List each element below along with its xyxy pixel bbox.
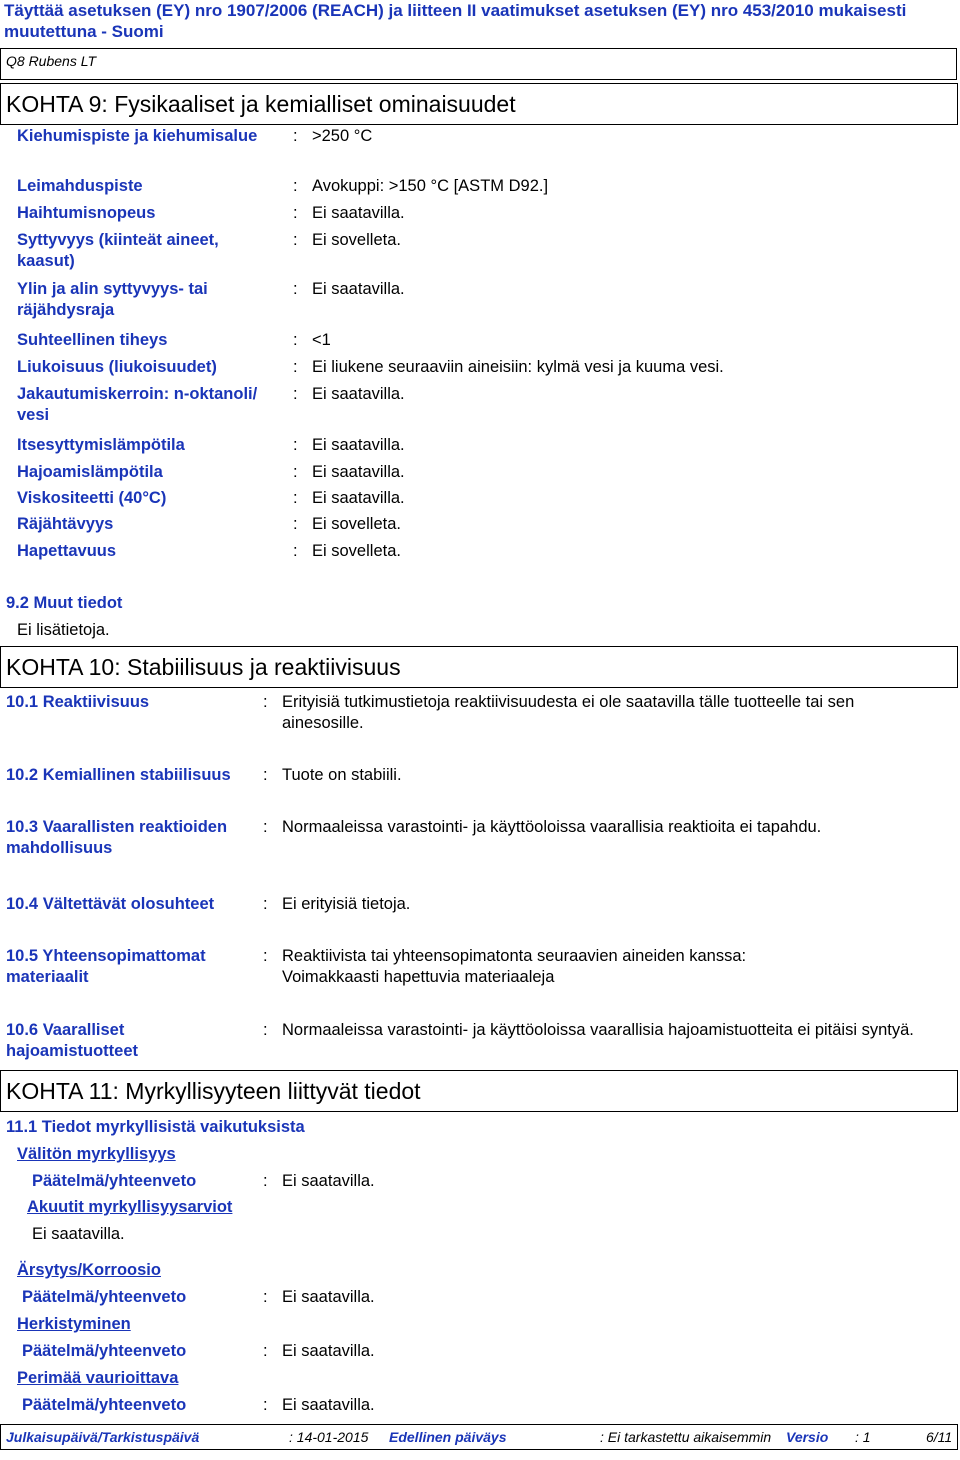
s9-value-autoignition: Ei saatavilla. bbox=[312, 436, 405, 454]
s10-colon: : bbox=[263, 1021, 268, 1039]
s10-value-conditions-avoid: Ei erityisiä tietoja. bbox=[282, 895, 411, 913]
s11-irritation-label: Päätelmä/yhteenveto bbox=[22, 1288, 187, 1306]
s11-acute-estimates-heading: Akuutit myrkyllisyysarviot bbox=[27, 1198, 233, 1216]
footer-version-label: Versio bbox=[786, 1429, 829, 1445]
s9-value-boiling: >250 °C bbox=[312, 127, 373, 145]
s11-colon: : bbox=[263, 1288, 268, 1306]
s10-value-decomposition-products: Normaaleissa varastointi- ja käyttöoloissa vaarallisia hajoamistuotteita ei pitäisi syntyä. bbox=[282, 1021, 914, 1039]
s10-value-stability: Tuote on stabiili. bbox=[282, 766, 402, 784]
footer-version-value: : 1 bbox=[855, 1429, 871, 1445]
s11-mutagenicity-value: Ei saatavilla. bbox=[282, 1396, 375, 1414]
s9-colon: : bbox=[293, 280, 298, 298]
s9-other-info-title: 9.2 Muut tiedot bbox=[6, 594, 123, 612]
section9-title: KOHTA 9: Fysikaaliset ja kemialliset ominaisuudet bbox=[6, 91, 516, 117]
s10-colon: : bbox=[263, 947, 268, 965]
s11-colon: : bbox=[263, 1342, 268, 1360]
s9-value-oxidizing: Ei sovelleta. bbox=[312, 542, 401, 560]
s10-label-conditions-avoid: 10.4 Vältettävät olosuhteet bbox=[6, 895, 215, 913]
s9-colon: : bbox=[293, 542, 298, 560]
s9-label-viscosity: Viskositeetti (40°C) bbox=[17, 489, 167, 507]
s10-colon: : bbox=[263, 895, 268, 913]
s9-label-evaporation: Haihtumisnopeus bbox=[17, 204, 156, 222]
footer-page-number: 6/11 bbox=[926, 1429, 953, 1445]
s11-mutagenicity-heading: Perimää vaurioittava bbox=[17, 1369, 179, 1387]
s10-value-hazardous-reactions: Normaaleissa varastointi- ja käyttöoloissa vaarallisia reaktioita ei tapahdu. bbox=[282, 818, 822, 836]
s11-sensitization-heading: Herkistyminen bbox=[17, 1315, 131, 1333]
s9-value-explosive-limits: Ei saatavilla. bbox=[312, 280, 405, 298]
section10-title: KOHTA 10: Stabiilisuus ja reaktiivisuus bbox=[6, 654, 401, 680]
s9-label-density: Suhteellinen tiheys bbox=[17, 331, 168, 349]
s11-subtitle: 11.1 Tiedot myrkyllisistä vaikutuksista bbox=[6, 1118, 305, 1136]
s9-label-oxidizing: Hapettavuus bbox=[17, 542, 117, 560]
s9-colon: : bbox=[293, 463, 298, 481]
s11-irritation-heading: Ärsytys/Korroosio bbox=[17, 1261, 161, 1279]
section11-title: KOHTA 11: Myrkyllisyyteen liittyvät tiedot bbox=[6, 1078, 421, 1104]
s9-colon: : bbox=[293, 515, 298, 533]
s9-colon: : bbox=[293, 436, 298, 454]
s9-colon: : bbox=[293, 358, 298, 376]
s11-acute-conclusion-value: Ei saatavilla. bbox=[282, 1172, 375, 1190]
s9-colon: : bbox=[293, 385, 298, 403]
s10-label-decomposition-products: 10.6 Vaaralliset hajoamistuotteet bbox=[6, 1021, 139, 1060]
s9-value-flash: Avokuppi: >150 °C [ASTM D92.] bbox=[312, 177, 549, 195]
s9-value-evaporation: Ei saatavilla. bbox=[312, 204, 405, 222]
s11-colon: : bbox=[263, 1396, 268, 1414]
s9-value-explosive: Ei sovelleta. bbox=[312, 515, 401, 533]
s9-value-density: <1 bbox=[312, 331, 331, 349]
s9-value-solubility: Ei liukene seuraaviin aineisiin: kylmä vesi ja kuuma vesi. bbox=[312, 358, 724, 376]
regulation-header: Täyttää asetuksen (EY) nro 1907/2006 (REACH) ja liitteen II vaatimukset asetuksen (EY) nro 453/2010 mukaisesti muutettuna - Suomi bbox=[4, 1, 907, 41]
s11-mutagenicity-label: Päätelmä/yhteenveto bbox=[22, 1396, 187, 1414]
s10-label-hazardous-reactions: 10.3 Vaarallisten reaktioiden mahdollisuus bbox=[6, 818, 228, 857]
s9-value-partition: Ei saatavilla. bbox=[312, 385, 405, 403]
s9-label-flash: Leimahduspiste bbox=[17, 177, 143, 195]
s10-colon: : bbox=[263, 693, 268, 711]
s9-label-explosive: Räjähtävyys bbox=[17, 515, 114, 533]
s9-label-decomposition: Hajoamislämpötila bbox=[17, 463, 163, 481]
s10-label-stability: 10.2 Kemiallinen stabiilisuus bbox=[6, 766, 231, 784]
footer-issue-label: Julkaisupäivä/Tarkistuspäivä bbox=[6, 1429, 200, 1445]
s9-label-boiling: Kiehumispiste ja kiehumisalue bbox=[17, 127, 258, 145]
s9-label-solubility: Liukoisuus (liukoisuudet) bbox=[17, 358, 217, 376]
footer-issue-value: : 14-01-2015 bbox=[289, 1429, 369, 1445]
s9-value-viscosity: Ei saatavilla. bbox=[312, 489, 405, 507]
s11-sensitization-label: Päätelmä/yhteenveto bbox=[22, 1342, 187, 1360]
s9-label-explosive-limits: Ylin ja alin syttyvyys- tai räjähdysraja bbox=[17, 280, 208, 319]
footer-prev-value: : Ei tarkastettu aikaisemmin bbox=[600, 1429, 772, 1445]
s9-colon: : bbox=[293, 489, 298, 507]
s9-label-partition: Jakautumiskerroin: n-oktanoli/ vesi bbox=[17, 385, 258, 424]
footer-prev-label: Edellinen päiväys bbox=[389, 1429, 507, 1445]
s10-label-reactivity: 10.1 Reaktiivisuus bbox=[6, 693, 150, 711]
s9-colon: : bbox=[293, 177, 298, 195]
s10-colon: : bbox=[263, 766, 268, 784]
s9-label-autoignition: Itsesyttymislämpötila bbox=[17, 436, 185, 454]
s11-sensitization-value: Ei saatavilla. bbox=[282, 1342, 375, 1360]
product-box bbox=[0, 48, 957, 80]
s11-acute-heading: Välitön myrkyllisyys bbox=[17, 1145, 176, 1163]
s9-colon: : bbox=[293, 231, 298, 249]
s9-colon: : bbox=[293, 204, 298, 222]
s11-irritation-value: Ei saatavilla. bbox=[282, 1288, 375, 1306]
s10-colon: : bbox=[263, 818, 268, 836]
s11-acute-conclusion-label: Päätelmä/yhteenveto bbox=[32, 1172, 197, 1190]
s9-label-flammability: Syttyvyys (kiinteät aineet, kaasut) bbox=[17, 231, 219, 270]
s9-colon: : bbox=[293, 127, 298, 145]
s10-label-incompatible: 10.5 Yhteensopimattomat materiaalit bbox=[6, 947, 206, 986]
s9-value-decomposition: Ei saatavilla. bbox=[312, 463, 405, 481]
s9-other-info-value: Ei lisätietoja. bbox=[17, 621, 110, 639]
s11-acute-estimates-value: Ei saatavilla. bbox=[32, 1225, 125, 1243]
s10-value-incompatible: Reaktiivista tai yhteensopimatonta seuraavien aineiden kanssa: Voimakkaasti hapettuvia materiaaleja bbox=[282, 947, 747, 986]
s9-value-flammability: Ei sovelleta. bbox=[312, 231, 401, 249]
s11-colon: : bbox=[263, 1172, 268, 1190]
s10-value-reactivity: Erityisiä tutkimustietoja reaktiivisuudesta ei ole saatavilla tälle tuotteelle tai sen ainesosille. bbox=[282, 693, 855, 732]
product-name: Q8 Rubens LT bbox=[6, 53, 97, 69]
s9-colon: : bbox=[293, 331, 298, 349]
